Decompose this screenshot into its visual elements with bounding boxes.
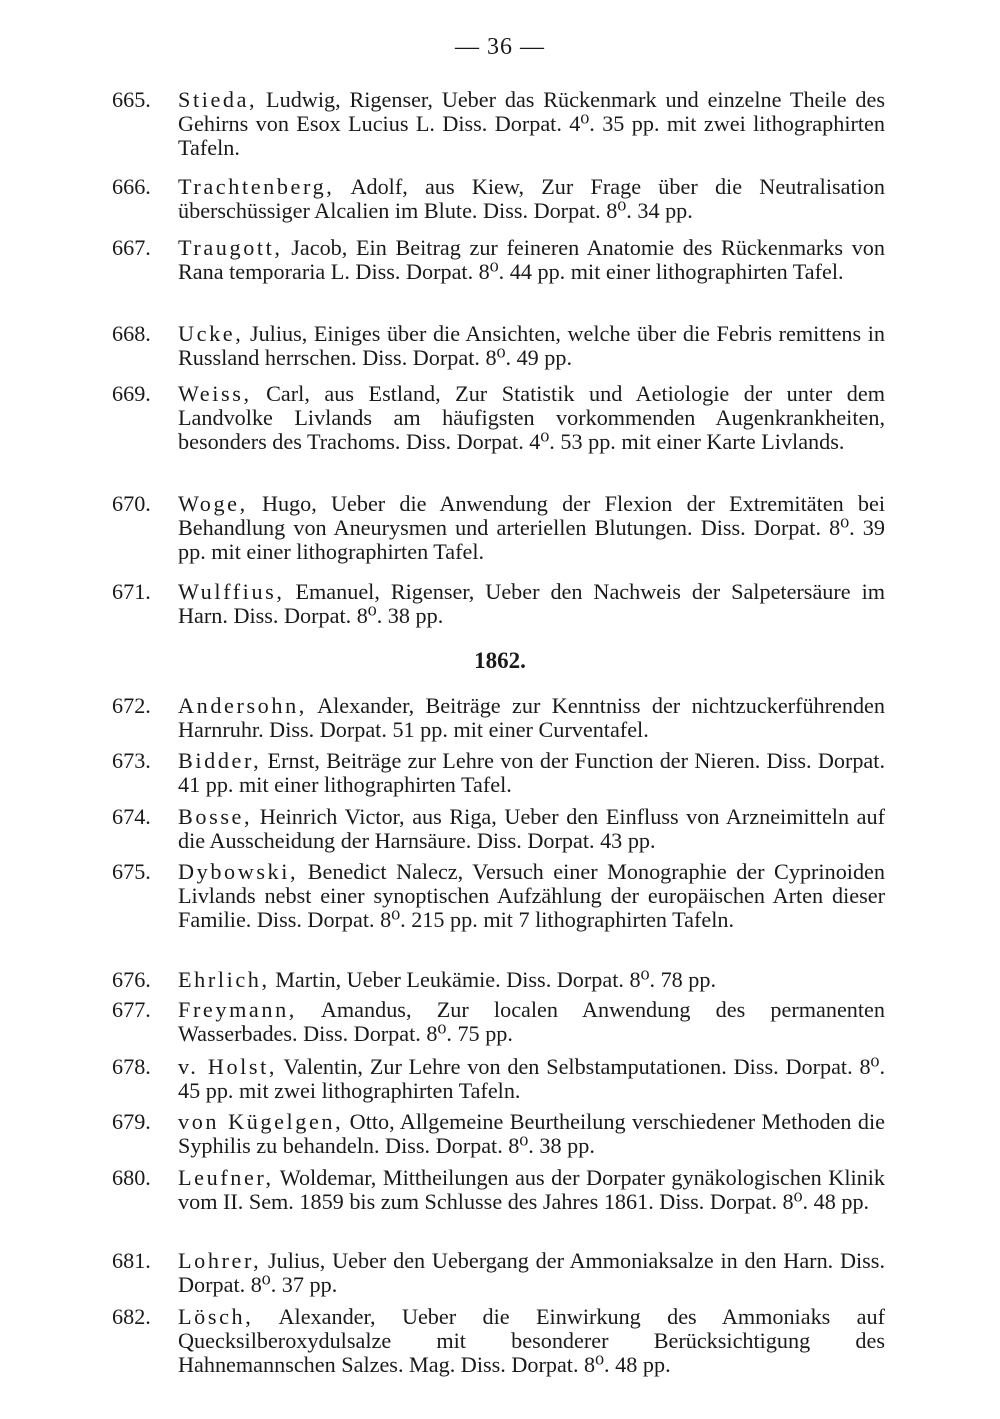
author-name: Ucke, [178, 321, 244, 346]
entry-number: 677. [112, 997, 151, 1022]
entry-number: 679. [112, 1109, 151, 1134]
entry-number: 671. [112, 579, 151, 604]
entry-text: Emanuel, Rigenser, Ueber den Nachweis der Salpetersäure im Harn. Diss. Dorpat. 8⁰. 38 pp. [178, 579, 885, 629]
entry [112, 968, 885, 992]
entry-number: 675. [112, 859, 151, 884]
entry-text: Heinrich Victor, aus Riga, Ueber den Einfluss von Arzneimitteln auf die Ausscheidung der Harnsäure. Diss. Dorpat. 43 pp. [178, 804, 885, 854]
entry-number: 682. [112, 1304, 151, 1329]
entry-number: 681. [112, 1248, 151, 1273]
entry [112, 998, 885, 1046]
entry-text: Ernst, Beiträge zur Lehre von der Function der Nieren. Diss. Dorpat. 41 pp. mit einer lithographirten Tafel. [178, 748, 885, 798]
entry [112, 382, 885, 455]
entry-text: Ludwig, Rigenser, Ueber das Rückenmark und einzelne Theile des Gehirns von Esox Lucius L. Diss. Dorpat. 4⁰. 35 pp. mit zwei lithographirten Tafeln. [178, 87, 885, 161]
author-name: Woge, [178, 491, 248, 516]
entry [112, 236, 885, 284]
entry-text: Julius, Ueber den Uebergang der Ammoniaksalze in den Harn. Diss. Dorpat. 8⁰. 37 pp. [178, 1248, 885, 1298]
entry-text: Julius, Einiges über die Ansichten, welche über die Febris remittens in Russland herrschen. Diss. Dorpat. 8⁰. 49 pp. [178, 321, 885, 371]
entry-text: Adolf, aus Kiew, Zur Frage über die Neutralisation überschüssiger Alcalien im Blute. Diss. Dorpat. 8⁰. 34 pp. [178, 174, 885, 224]
entry-number: 669. [112, 381, 151, 406]
entry-number: 678. [112, 1054, 151, 1079]
entry-text: Otto, Allgemeine Beurtheilung verschiedener Methoden die Syphilis zu behandeln. Diss. Dorpat. 8⁰. 38 pp. [178, 1109, 885, 1159]
entry [112, 1249, 885, 1297]
author-name: Bidder, [178, 748, 262, 773]
page-number: — 36 — [455, 34, 545, 60]
entry [112, 805, 885, 853]
author-name: von Kügelgen, [178, 1109, 344, 1134]
entry [112, 749, 885, 797]
author-name: Wulffius, [178, 579, 285, 604]
entry-text: Benedict Nalecz, Versuch einer Monographie der Cyprinoiden Livlands nebst einer synoptischen Aufzählung der europäischen Arten dieser Familie. Diss. Dorpat. 8⁰. 215 pp. mit 7 lithographirten Tafeln. [178, 859, 885, 933]
author-name: Weiss, [178, 381, 252, 406]
entry-text: Jacob, Ein Beitrag zur feineren Anatomie des Rückenmarks von Rana temporaria L. Diss. Dorpat. 8⁰. 44 pp. mit einer lithographirten Tafel. [178, 235, 885, 285]
entry-text: Amandus, Zur localen Anwendung des permanenten Wasserbades. Diss. Dorpat. 8⁰. 75 pp. [178, 997, 885, 1047]
author-name: Dybowski, [178, 859, 299, 884]
entry-number: 668. [112, 321, 151, 346]
entry-text: Woldemar, Mittheilungen aus der Dorpater gynäkologischen Klinik vom II. Sem. 1859 bis zum Schlusse des Jahres 1861. Diss. Dorpat. 8⁰. 48 pp. [178, 1165, 885, 1215]
author-name: Bosse, [178, 804, 253, 829]
entry [112, 1166, 885, 1214]
author-name: Stieda, [178, 87, 258, 112]
entry-number: 666. [112, 174, 151, 199]
entry [112, 580, 885, 628]
entry-text: Martin, Ueber Leukämie. Diss. Dorpat. 8⁰. 78 pp. [269, 967, 717, 992]
entry-text: Carl, aus Estland, Zur Statistik und Aetiologie der unter dem Landvolke Livlands am häufigsten vorkommenden Augenkrankheiten, besonders des Trachoms. Diss. Dorpat. 4⁰. 53 pp. mit einer Karte Livlands. [178, 381, 885, 455]
entry-text: Valentin, Zur Lehre von den Selbstamputationen. Diss. Dorpat. 8⁰. 45 pp. mit zwei lithographirten Tafeln. [178, 1054, 885, 1104]
entry [112, 88, 885, 161]
author-name: Leufner, [178, 1165, 274, 1190]
entry-text: Hugo, Ueber die Anwendung der Flexion der Extremitäten bei Behandlung von Aneurysmen und arteriellen Blutungen. Diss. Dorpat. 8⁰. 39 pp. mit einer lithographirten Tafel. [178, 491, 885, 565]
entry-number: 674. [112, 804, 151, 829]
year-heading: 1862. [474, 648, 526, 673]
entry-text: Alexander, Beiträge zur Kenntniss der nichtzuckerführenden Harnruhr. Diss. Dorpat. 51 pp. mit einer Curventafel. [178, 693, 885, 743]
entry-number: 667. [112, 235, 151, 260]
entry-text: Alexander, Ueber die Einwirkung des Ammoniaks auf Quecksilberoxydulsalze mit besonderer Berücksichtigung des Hahnemannschen Salzes. Mag. Diss. Dorpat. 8⁰. 48 pp. [178, 1304, 885, 1378]
entry-number: 672. [112, 693, 151, 718]
entry-number: 680. [112, 1165, 151, 1190]
author-name: Traugott, [178, 235, 283, 260]
entry [112, 1110, 885, 1158]
author-name: Trachtenberg, [178, 174, 335, 199]
author-name: Freymann, [178, 997, 297, 1022]
entry [112, 1305, 885, 1378]
author-name: Lösch, [178, 1304, 254, 1329]
author-name: v. Holst, [178, 1054, 278, 1079]
entry [112, 1055, 885, 1103]
entry [112, 492, 885, 565]
entry [112, 322, 885, 370]
entry-number: 676. [112, 967, 151, 992]
author-name: Andersohn, [178, 693, 307, 718]
entry-number: 673. [112, 748, 151, 773]
entry [112, 694, 885, 742]
author-name: Lohrer, [178, 1248, 262, 1273]
entry-number: 670. [112, 491, 151, 516]
author-name: Ehrlich, [178, 967, 270, 992]
entry [112, 860, 885, 933]
entry-number: 665. [112, 87, 151, 112]
entry [112, 175, 885, 223]
